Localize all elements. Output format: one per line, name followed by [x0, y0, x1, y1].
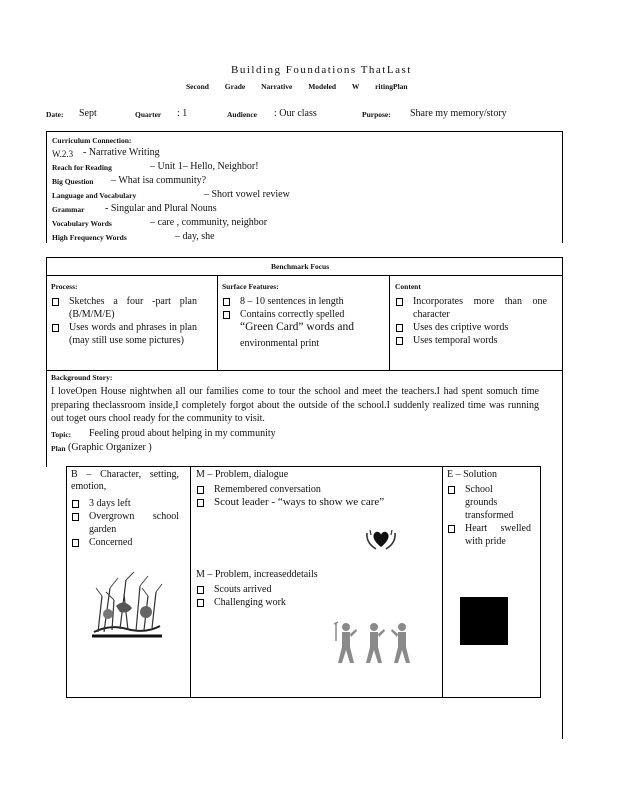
page-right-border	[562, 257, 563, 739]
plan-b-item: Concerned	[71, 536, 179, 549]
surface-item-continued: “Green Card” words and	[240, 321, 354, 333]
background-story-text: I loveOpen House nightwhen all our families come to tour the school and meet the teachers.I had spent somuch time preparing theclassroom inside,I completely forgot about the outside of the school.I suddenly realized time was running out toget ours chool ready for the community to visit.	[51, 386, 539, 424]
content-item: Uses temporal words	[395, 334, 547, 347]
big-question-value: – What isa community?	[111, 175, 207, 186]
standard-label: W.2.3	[52, 149, 74, 159]
audience-value: : Our class	[274, 108, 317, 119]
surface-item: Contains correctly spelled	[222, 308, 382, 321]
quarter-value: : 1	[177, 108, 188, 119]
plan-m1-item: Scout leader - “ways to show we care”	[196, 496, 436, 509]
benchmark-bottom-border	[46, 370, 562, 371]
surface-list	[222, 295, 382, 321]
plan-e-list	[447, 483, 531, 548]
reach-label: Reach for Reading	[52, 163, 112, 172]
plan-e-heading: E – Solution	[447, 469, 498, 480]
organizer-divider-1	[190, 466, 191, 697]
purpose-value: Share my memory/story	[410, 108, 507, 119]
date-value: Sept	[79, 108, 97, 119]
language-value: – Short vowel review	[204, 189, 290, 200]
connections-left-border	[46, 131, 47, 243]
connections-heading: Curriculum Connection:	[52, 136, 132, 145]
content-item: Uses des criptive words	[395, 321, 547, 334]
vocabulary-label: Vocabulary Words	[52, 219, 112, 228]
heart-in-hands-icon	[364, 525, 398, 553]
connections-top-border	[46, 131, 562, 132]
content-heading: Content	[395, 282, 421, 291]
plan-m1-heading: M – Problem, dialogue	[196, 469, 289, 480]
purpose-label: Purpose:	[362, 110, 391, 119]
plan-m2-item: Scouts arrived	[196, 583, 436, 596]
plan-m2-heading: M – Problem, increaseddetails	[196, 569, 318, 580]
background-heading: Background Story:	[51, 373, 113, 382]
grammar-value: - Singular and Plural Nouns	[105, 203, 217, 214]
benchmark-top-border	[46, 257, 562, 258]
surface-item: 8 – 10 sentences in length	[222, 295, 382, 308]
process-item: Sketches a four -part plan (B/M/M/E)	[51, 295, 197, 321]
plan-m2-list	[196, 583, 436, 609]
vocabulary-value: – care , community, neighbor	[150, 217, 268, 228]
plan-m1-list	[196, 483, 436, 509]
document-title: Building Foundations ThatLast	[231, 64, 412, 76]
surface-item-continued: environmental print	[240, 338, 320, 349]
grammar-label: Grammar	[52, 205, 85, 214]
content-list	[395, 295, 547, 347]
scouts-hiking-icon	[332, 621, 416, 665]
surface-heading: Surface Features:	[222, 282, 279, 291]
process-list	[51, 295, 197, 347]
benchmark-col-divider-2	[389, 275, 390, 370]
black-square-image	[460, 597, 508, 645]
connections-right-border	[562, 131, 563, 243]
big-question-label: Big Question	[52, 177, 94, 186]
organizer-divider-2	[442, 466, 443, 697]
plan-b-item: 3 days left	[71, 497, 179, 510]
plan-m1-item: Remembered conversation	[196, 483, 436, 496]
content-item: Incorporates more than one character	[395, 295, 547, 321]
date-label: Date:	[46, 110, 64, 119]
topic-label: Topic:	[51, 430, 72, 439]
reach-value: – Unit 1– Hello, Neighbor!	[150, 161, 259, 172]
plan-b-heading: B – Character, setting, emotion,	[71, 469, 179, 492]
process-item: Uses words and phrases in plan (may still use some pictures)	[51, 321, 197, 347]
garden-sketch-image	[90, 566, 164, 640]
document-subtitle: Second Grade Narrative Modeled W ritingPlan	[186, 82, 408, 91]
language-label: Language and Vocabulary	[52, 191, 137, 200]
plan-m2-item: Challenging work	[196, 596, 436, 609]
benchmark-heading: Benchmark Focus	[271, 262, 330, 271]
plan-value: (Graphic Organizer )	[68, 442, 152, 453]
standard-value: - Narrative Writing	[83, 147, 160, 158]
topic-value: Feeling proud about helping in my community	[89, 428, 276, 439]
plan-b-list	[71, 497, 179, 549]
plan-e-item: Heart swelled with pride	[447, 522, 531, 548]
quarter-label: Quarter	[135, 110, 162, 119]
benchmark-left-border	[46, 257, 47, 467]
benchmark-col-divider-1	[217, 275, 218, 370]
plan-e-item: School grounds transformed	[447, 483, 531, 522]
plan-b-item: Overgrown school garden	[71, 510, 179, 536]
hf-words-label: High Frequency Words	[52, 233, 127, 242]
audience-label: Audience	[227, 110, 257, 119]
process-heading: Process:	[51, 282, 78, 291]
benchmark-divider	[46, 275, 562, 276]
hf-words-value: – day, she	[175, 231, 215, 242]
plan-label: Plan	[51, 444, 66, 453]
